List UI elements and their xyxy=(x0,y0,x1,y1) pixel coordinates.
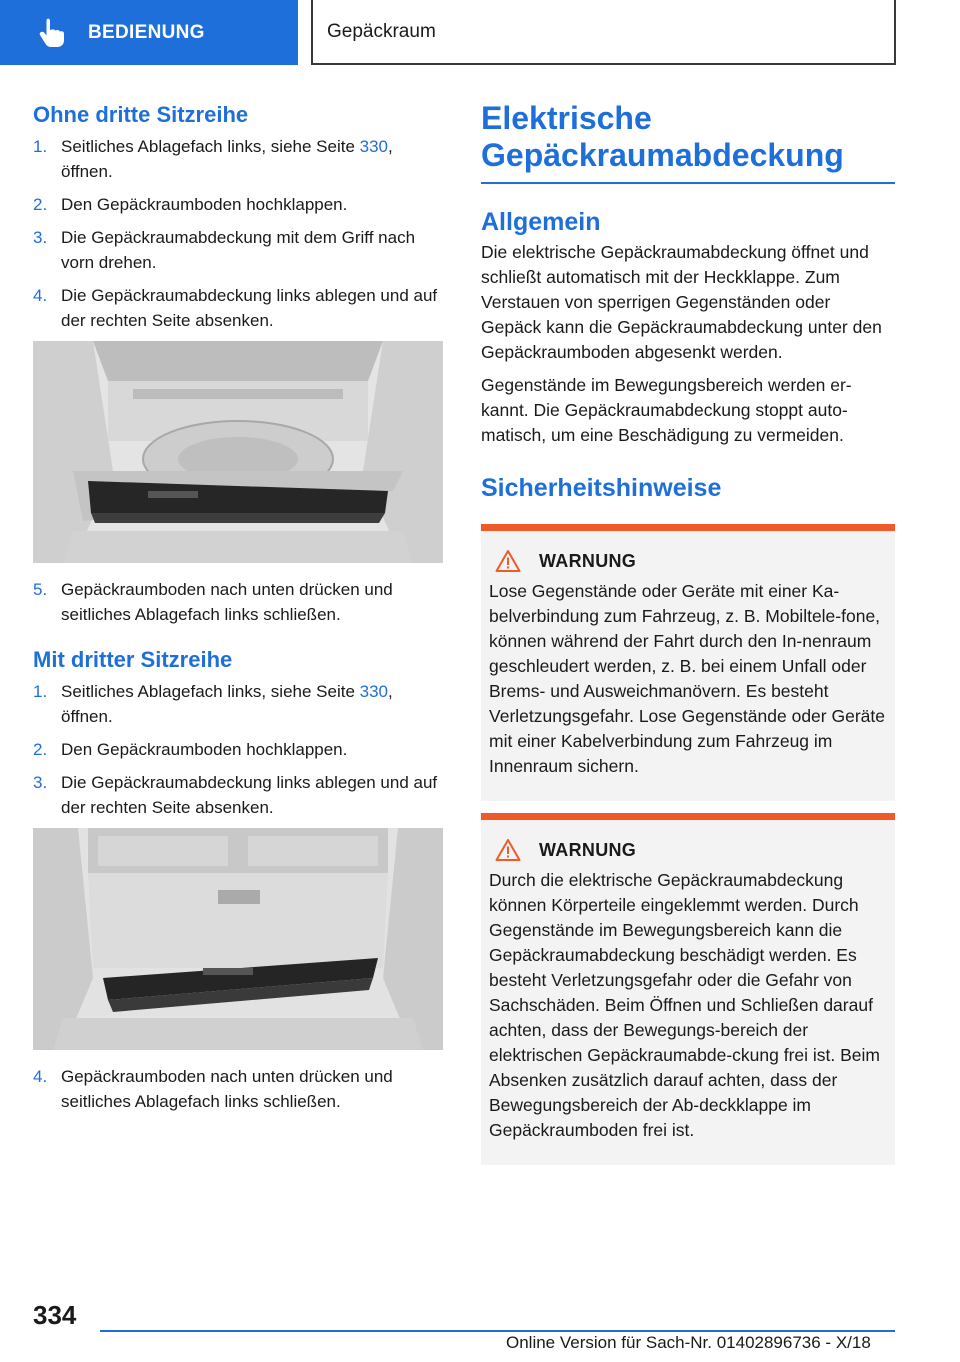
step-item xyxy=(33,283,443,333)
heading-sicherheitshinweise: Sicherheitshinweise xyxy=(481,474,722,502)
step-number: 4. xyxy=(33,286,48,305)
step-number: 5. xyxy=(33,580,48,599)
heading-allgemein: Allgemein xyxy=(481,208,601,236)
footer-divider xyxy=(100,1330,895,1332)
warning-triangle-icon xyxy=(495,838,521,862)
cargo-photo-with-third-row xyxy=(33,828,443,1050)
step-text: Gepäckraumboden nach unten drücken und seitliches Ablagefach links schließen. xyxy=(61,580,393,624)
step-text: Die Gepäckraumabdeckung mit dem Griff nach vorn drehen. xyxy=(61,228,416,272)
chapter-heading: Elektrische Gepäckraumabdeckung xyxy=(481,100,844,173)
step-number: 3. xyxy=(33,773,48,792)
step-item xyxy=(33,192,443,217)
warning-text: Durch die elektrische Gepäckraumabdeckung können Körperteile eingeklemmt werden. Durch Gegenstände im Bewegungsbereich kann die Gepäckraumabdeckung beschädigt werden. Es besteht Verletzungsgefahr oder die Gefahr von Sachschäden. Beim Öffnen und Schließen darauf achten, dass der Bewegungs-bereich der elektrischen Gepäckraumabde-ckung frei ist. Beim Absenken zusätzlich darauf achten, dass der Bewegungsbereich der Ab-deckklappe im Gepäckraumboden frei ist. xyxy=(489,870,881,1140)
pointing-hand-icon xyxy=(38,18,66,48)
steps-mit-dritter-after xyxy=(33,1064,443,1114)
step-text-end: , öffnen. xyxy=(61,682,393,726)
step-item xyxy=(33,770,443,820)
step-number: 4. xyxy=(33,1067,48,1086)
heading-ohne-dritte-sitzreihe: Ohne dritte Sitzreihe xyxy=(33,102,249,127)
warning-box xyxy=(481,524,895,801)
section-header xyxy=(311,0,896,65)
cargo-photo-without-third-row xyxy=(33,341,443,563)
step-number: 2. xyxy=(33,195,48,214)
right-column xyxy=(481,100,895,1165)
section-title: Gepäckraum xyxy=(327,20,436,42)
step-item xyxy=(33,1064,443,1114)
warning-box xyxy=(481,813,895,1165)
step-text: Die Gepäckraumabdeckung links ablegen und auf der rechten Seite absenken. xyxy=(61,286,438,330)
step-item xyxy=(33,225,443,275)
step-text: Seitliches Ablagefach links, siehe Seite xyxy=(61,137,360,156)
warning-header xyxy=(495,549,887,573)
step-text-end: , öffnen. xyxy=(61,137,393,181)
warning-label: WARNUNG xyxy=(539,839,637,860)
footer-online-version: Online Version für Sach-Nr. 01402896736 - X/18 xyxy=(506,1333,871,1352)
step-item xyxy=(33,577,443,627)
warning-header xyxy=(495,838,887,862)
warning-text: Lose Gegenstände oder Geräte mit einer Ka-belverbindung zum Fahrzeug, z. B. Mobiltele-fone, können während der Fahrt durch den In-nenraum geschleudert werden, z. B. bei einem Unfall oder Brems- und Ausweichmanövern. Es besteht Verletzungsgefahr. Lose Gegenstände oder Geräte mit einer Kabelverbindung zum Fahrzeug im Innenraum sichern. xyxy=(489,581,885,776)
left-column xyxy=(33,100,443,1122)
page-number: 334 xyxy=(33,1300,77,1330)
step-text: Den Gepäckraumboden hochklappen. xyxy=(61,195,348,214)
heading-divider xyxy=(481,182,895,184)
general-paragraph-2: Gegenstände im Bewegungsbereich werden er-kannt. Die Gepäckraumabdeckung stoppt auto-matisch, um eine Beschädigung zu vermeiden. xyxy=(481,375,852,445)
step-number: 3. xyxy=(33,228,48,247)
heading-mit-dritter-sitzreihe: Mit dritter Sitzreihe xyxy=(33,647,233,672)
steps-ohne-dritte xyxy=(33,134,443,333)
warning-triangle-icon xyxy=(495,549,521,573)
chapter-tab-label: BEDIENUNG xyxy=(88,21,205,43)
steps-ohne-dritte-after xyxy=(33,577,443,627)
step-text: Gepäckraumboden nach unten drücken und seitliches Ablagefach links schließen. xyxy=(61,1067,393,1111)
page-ref-link[interactable]: 330 xyxy=(359,682,388,701)
general-paragraph-1: Die elektrische Gepäckraumabdeckung öffnet und schließt automatisch mit der Heckklappe. Zum Verstauen von sperrigen Gegenständen oder Gepäck kann die Gepäckraumabdeckung unter den Gepäckraumboden abgesenkt werden. xyxy=(481,242,882,362)
step-text: Den Gepäckraumboden hochklappen. xyxy=(61,740,348,759)
warning-label: WARNUNG xyxy=(539,550,637,571)
step-item xyxy=(33,679,443,729)
step-number: 1. xyxy=(33,682,48,701)
page-ref-link[interactable]: 330 xyxy=(359,137,388,156)
chapter-tab[interactable] xyxy=(0,0,298,65)
steps-mit-dritter xyxy=(33,679,443,820)
step-number: 2. xyxy=(33,740,48,759)
step-item xyxy=(33,134,443,184)
step-item xyxy=(33,737,443,762)
step-text: Die Gepäckraumabdeckung links ablegen und auf der rechten Seite absenken. xyxy=(61,773,438,817)
step-number: 1. xyxy=(33,137,48,156)
step-text: Seitliches Ablagefach links, siehe Seite xyxy=(61,682,360,701)
